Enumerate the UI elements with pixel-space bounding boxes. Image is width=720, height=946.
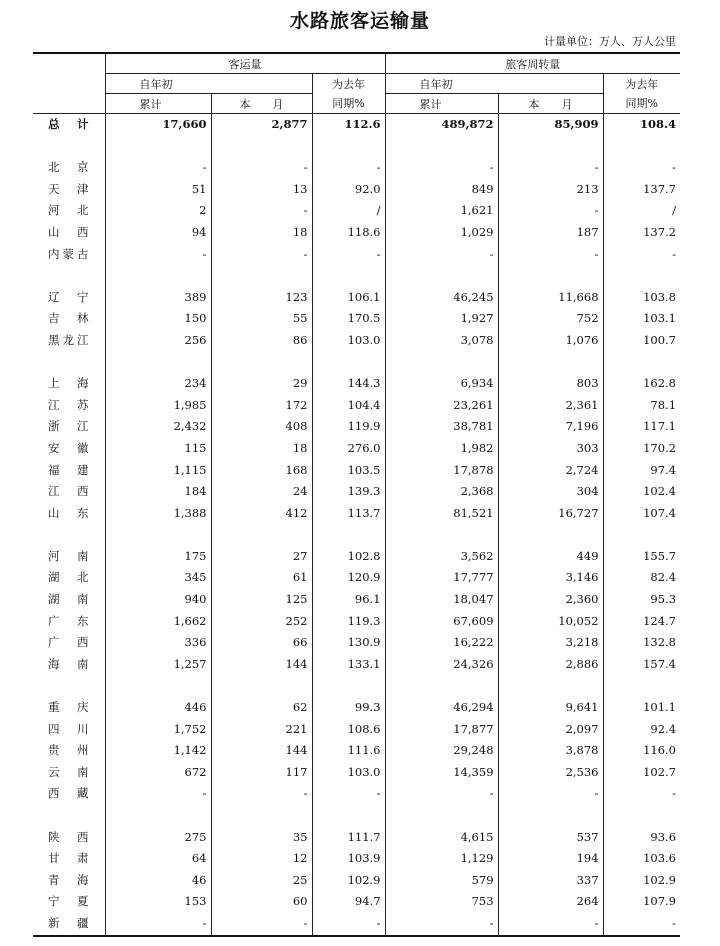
value-cell: - [603, 913, 680, 936]
value-cell: 119.3 [312, 611, 385, 633]
value-cell: / [603, 200, 680, 222]
value-cell: 213 [498, 179, 603, 201]
value-cell: 120.9 [312, 567, 385, 589]
region-name: 北 京 [48, 160, 92, 175]
value-cell: 64 [105, 848, 211, 870]
value-cell: 100.7 [603, 330, 680, 352]
value-cell: 17,660 [105, 114, 211, 136]
value-cell: 103.6 [603, 848, 680, 870]
value-cell: 107.4 [603, 503, 680, 525]
value-cell: 753 [385, 891, 498, 913]
value-cell: 61 [211, 567, 312, 589]
value-cell: / [312, 200, 385, 222]
value-cell: 2,361 [498, 395, 603, 417]
region-name: 山 西 [48, 224, 92, 239]
value-cell: 16,727 [498, 503, 603, 525]
value-cell: 3,078 [385, 330, 498, 352]
value-cell: 13 [211, 179, 312, 201]
header-ytd-top-1: 自年初 [105, 74, 312, 94]
table-row [33, 114, 680, 136]
value-cell: 24,326 [385, 654, 498, 676]
region-name: 广 东 [48, 613, 92, 628]
value-cell: 35 [211, 827, 312, 849]
value-cell: 144 [211, 654, 312, 676]
table-row [33, 481, 680, 503]
value-cell: 170.2 [603, 438, 680, 460]
value-cell: - [498, 200, 603, 222]
value-cell: 117 [211, 762, 312, 784]
value-cell: 11,668 [498, 287, 603, 309]
value-cell: 672 [105, 762, 211, 784]
table-row [33, 373, 680, 395]
table-row [33, 719, 680, 741]
value-cell: 27 [211, 546, 312, 568]
value-cell: 408 [211, 416, 312, 438]
value-cell: 25 [211, 870, 312, 892]
value-cell: 3,562 [385, 546, 498, 568]
value-cell: - [105, 244, 211, 266]
value-cell: - [312, 157, 385, 179]
region-name: 重 庆 [48, 700, 92, 715]
value-cell: 17,877 [385, 719, 498, 741]
header-month-1: 本 月 [211, 94, 312, 114]
region-name: 总 计 [48, 117, 92, 131]
table-row [33, 179, 680, 201]
value-cell: 46 [105, 870, 211, 892]
table-row [33, 308, 680, 330]
value-cell: 234 [105, 373, 211, 395]
value-cell: 81,521 [385, 503, 498, 525]
table-row [33, 827, 680, 849]
value-cell: - [312, 913, 385, 936]
value-cell: 252 [211, 611, 312, 633]
value-cell: 62 [211, 697, 312, 719]
value-cell: 107.9 [603, 891, 680, 913]
spacer-row [33, 524, 680, 546]
value-cell: - [211, 157, 312, 179]
table-row [33, 503, 680, 525]
value-cell: 102.9 [603, 870, 680, 892]
value-cell: 345 [105, 567, 211, 589]
value-cell: 150 [105, 308, 211, 330]
region-name: 云 南 [48, 764, 92, 779]
value-cell: 116.0 [603, 740, 680, 762]
region-name: 西 藏 [48, 786, 92, 801]
value-cell: 803 [498, 373, 603, 395]
value-cell: 389 [105, 287, 211, 309]
value-cell: 123 [211, 287, 312, 309]
table-row [33, 611, 680, 633]
region-name: 黑龙江 [48, 332, 92, 347]
value-cell: 66 [211, 632, 312, 654]
value-cell: 2,360 [498, 589, 603, 611]
value-cell: 3,878 [498, 740, 603, 762]
value-cell: 55 [211, 308, 312, 330]
value-cell: 2,886 [498, 654, 603, 676]
spacer-row [33, 136, 680, 158]
value-cell: 102.7 [603, 762, 680, 784]
value-cell: 17,777 [385, 567, 498, 589]
value-cell: - [498, 157, 603, 179]
region-name: 浙 江 [48, 419, 92, 434]
region-name: 青 海 [48, 872, 92, 887]
header-passenger-volume: 客运量 [105, 53, 385, 74]
data-table [33, 52, 680, 937]
value-cell: 2,368 [385, 481, 498, 503]
table-body [33, 114, 680, 936]
value-cell: 1,142 [105, 740, 211, 762]
value-cell: 24 [211, 481, 312, 503]
region-name: 贵 州 [48, 743, 92, 758]
value-cell: 86 [211, 330, 312, 352]
value-cell: 14,359 [385, 762, 498, 784]
value-cell: 133.1 [312, 654, 385, 676]
value-cell: - [385, 157, 498, 179]
value-cell: - [498, 244, 603, 266]
value-cell: 144 [211, 740, 312, 762]
table-row [33, 870, 680, 892]
value-cell: 78.1 [603, 395, 680, 417]
table-row [33, 567, 680, 589]
value-cell: 38,781 [385, 416, 498, 438]
value-cell: 113.7 [312, 503, 385, 525]
value-cell: 102.4 [603, 481, 680, 503]
value-cell: - [105, 783, 211, 805]
table-row [33, 157, 680, 179]
region-name: 河 南 [48, 548, 92, 563]
value-cell: 303 [498, 438, 603, 460]
value-cell: 1,076 [498, 330, 603, 352]
value-cell: 46,294 [385, 697, 498, 719]
value-cell: 2 [105, 200, 211, 222]
value-cell: 537 [498, 827, 603, 849]
spacer-row [33, 675, 680, 697]
value-cell: 2,536 [498, 762, 603, 784]
header-month-2: 本 月 [498, 94, 603, 114]
table-row [33, 654, 680, 676]
region-name: 江 苏 [48, 397, 92, 412]
page-title: 水路旅客运输量 [289, 10, 430, 32]
value-cell: - [498, 783, 603, 805]
value-cell: 1,752 [105, 719, 211, 741]
value-cell: 130.9 [312, 632, 385, 654]
value-cell: 175 [105, 546, 211, 568]
header-yoy-top-1: 为去年 [312, 74, 385, 94]
value-cell: 9,641 [498, 697, 603, 719]
value-cell: 94 [105, 222, 211, 244]
value-cell: 103.0 [312, 762, 385, 784]
value-cell: 108.4 [603, 114, 680, 136]
value-cell: 103.8 [603, 287, 680, 309]
region-name: 天 津 [48, 181, 92, 196]
region-name: 湖 南 [48, 592, 92, 607]
table-row [33, 740, 680, 762]
value-cell: - [312, 783, 385, 805]
value-cell: 103.9 [312, 848, 385, 870]
value-cell: 124.7 [603, 611, 680, 633]
value-cell: 10,052 [498, 611, 603, 633]
value-cell: 82.4 [603, 567, 680, 589]
value-cell: 139.3 [312, 481, 385, 503]
value-cell: 94.7 [312, 891, 385, 913]
value-cell: 849 [385, 179, 498, 201]
value-cell: - [105, 913, 211, 936]
value-cell: 256 [105, 330, 211, 352]
value-cell: 103.5 [312, 460, 385, 482]
value-cell: 23,261 [385, 395, 498, 417]
value-cell: - [603, 244, 680, 266]
value-cell: 108.6 [312, 719, 385, 741]
value-cell: - [312, 244, 385, 266]
table-row [33, 546, 680, 568]
value-cell: 96.1 [312, 589, 385, 611]
value-cell: 187 [498, 222, 603, 244]
value-cell: 46,245 [385, 287, 498, 309]
region-name: 四 川 [48, 721, 92, 736]
header-passenger-turnover: 旅客周转量 [385, 53, 680, 74]
value-cell: 184 [105, 481, 211, 503]
table-row [33, 762, 680, 784]
value-cell: 97.4 [603, 460, 680, 482]
value-cell: 2,432 [105, 416, 211, 438]
value-cell: 118.6 [312, 222, 385, 244]
value-cell: 2,877 [211, 114, 312, 136]
value-cell: - [385, 913, 498, 936]
value-cell: 104.4 [312, 395, 385, 417]
table-row [33, 200, 680, 222]
value-cell: 29,248 [385, 740, 498, 762]
table-row [33, 783, 680, 805]
value-cell: 1,129 [385, 848, 498, 870]
value-cell: 60 [211, 891, 312, 913]
region-name: 江 西 [48, 484, 92, 499]
region-name: 内蒙古 [48, 246, 92, 261]
value-cell: 117.1 [603, 416, 680, 438]
value-cell: 940 [105, 589, 211, 611]
region-name: 福 建 [48, 462, 92, 477]
header-ytd-top-2: 自年初 [385, 74, 603, 94]
value-cell: 1,927 [385, 308, 498, 330]
value-cell: 1,388 [105, 503, 211, 525]
value-cell: 102.8 [312, 546, 385, 568]
value-cell: 1,621 [385, 200, 498, 222]
value-cell: - [385, 244, 498, 266]
value-cell: 1,985 [105, 395, 211, 417]
value-cell: 7,196 [498, 416, 603, 438]
value-cell: 103.0 [312, 330, 385, 352]
region-name: 宁 夏 [48, 894, 92, 909]
header-ytd-bottom-2: 累计 [385, 94, 498, 114]
table-row [33, 438, 680, 460]
unit-note: 计量单位：万人、万人公里 [544, 35, 676, 48]
value-cell: 16,222 [385, 632, 498, 654]
region-name: 新 疆 [33, 913, 105, 936]
value-cell: 2,097 [498, 719, 603, 741]
table-row [33, 589, 680, 611]
value-cell: - [385, 783, 498, 805]
value-cell: 337 [498, 870, 603, 892]
value-cell: 106.1 [312, 287, 385, 309]
value-cell: 95.3 [603, 589, 680, 611]
value-cell: - [211, 200, 312, 222]
value-cell: 115 [105, 438, 211, 460]
value-cell: 275 [105, 827, 211, 849]
value-cell: 112.6 [312, 114, 385, 136]
value-cell: 137.2 [603, 222, 680, 244]
value-cell: 111.7 [312, 827, 385, 849]
value-cell: - [211, 913, 312, 936]
value-cell: 51 [105, 179, 211, 201]
value-cell: 412 [211, 503, 312, 525]
table-row [33, 222, 680, 244]
region-name: 山 东 [48, 505, 92, 520]
value-cell: 304 [498, 481, 603, 503]
value-cell: 18 [211, 438, 312, 460]
value-cell: 101.1 [603, 697, 680, 719]
region-name: 辽 宁 [48, 289, 92, 304]
spacer-row [33, 352, 680, 374]
value-cell: 157.4 [603, 654, 680, 676]
value-cell: - [211, 783, 312, 805]
value-cell: 85,909 [498, 114, 603, 136]
value-cell: 99.3 [312, 697, 385, 719]
value-cell: 1,029 [385, 222, 498, 244]
value-cell: 29 [211, 373, 312, 395]
value-cell: 3,218 [498, 632, 603, 654]
value-cell: 18,047 [385, 589, 498, 611]
value-cell: 92.0 [312, 179, 385, 201]
region-name: 安 徽 [48, 440, 92, 455]
value-cell: 1,257 [105, 654, 211, 676]
value-cell: - [498, 913, 603, 936]
value-cell: 153 [105, 891, 211, 913]
region-name: 陕 西 [48, 829, 92, 844]
value-cell: 172 [211, 395, 312, 417]
value-cell: 132.8 [603, 632, 680, 654]
header-yoy-bottom-2: 同期% [603, 94, 680, 114]
header-yoy-top-2: 为去年 [603, 74, 680, 94]
value-cell: 155.7 [603, 546, 680, 568]
value-cell: 125 [211, 589, 312, 611]
value-cell: 3,146 [498, 567, 603, 589]
region-name: 海 南 [48, 656, 92, 671]
table-row [33, 460, 680, 482]
value-cell: 162.8 [603, 373, 680, 395]
value-cell: 194 [498, 848, 603, 870]
region-name: 湖 北 [48, 570, 92, 585]
value-cell: 489,872 [385, 114, 498, 136]
value-cell: 6,934 [385, 373, 498, 395]
value-cell: 1,115 [105, 460, 211, 482]
value-cell: 1,982 [385, 438, 498, 460]
header-ytd-bottom-1: 累计 [105, 94, 211, 114]
value-cell: 144.3 [312, 373, 385, 395]
value-cell: 2,724 [498, 460, 603, 482]
region-name: 甘 肃 [48, 851, 92, 866]
value-cell: 92.4 [603, 719, 680, 741]
value-cell: 103.1 [603, 308, 680, 330]
region-name: 广 西 [48, 635, 92, 650]
region-name: 吉 林 [48, 311, 92, 326]
value-cell: - [603, 783, 680, 805]
value-cell: 12 [211, 848, 312, 870]
table-row [33, 330, 680, 352]
table-row [33, 697, 680, 719]
value-cell: 67,609 [385, 611, 498, 633]
table-row [33, 416, 680, 438]
value-cell: 93.6 [603, 827, 680, 849]
table-row [33, 848, 680, 870]
spacer-row [33, 805, 680, 827]
value-cell: 4,615 [385, 827, 498, 849]
table-row [33, 244, 680, 266]
value-cell: 449 [498, 546, 603, 568]
value-cell: 221 [211, 719, 312, 741]
region-name: 上 海 [48, 376, 92, 391]
value-cell: 119.9 [312, 416, 385, 438]
spacer-row [33, 265, 680, 287]
value-cell: - [105, 157, 211, 179]
header-corner [33, 53, 105, 74]
value-cell: 168 [211, 460, 312, 482]
value-cell: 752 [498, 308, 603, 330]
value-cell: 276.0 [312, 438, 385, 460]
value-cell: 579 [385, 870, 498, 892]
table-row [33, 891, 680, 913]
table-row [33, 913, 680, 936]
value-cell: 1,662 [105, 611, 211, 633]
value-cell: 336 [105, 632, 211, 654]
value-cell: 17,878 [385, 460, 498, 482]
value-cell: 137.7 [603, 179, 680, 201]
value-cell: 18 [211, 222, 312, 244]
header-yoy-bottom-1: 同期% [312, 94, 385, 114]
region-name: 河 北 [48, 203, 92, 218]
value-cell: 102.9 [312, 870, 385, 892]
table-row [33, 395, 680, 417]
value-cell: 111.6 [312, 740, 385, 762]
value-cell: 264 [498, 891, 603, 913]
value-cell: 170.5 [312, 308, 385, 330]
value-cell: 446 [105, 697, 211, 719]
value-cell: - [603, 157, 680, 179]
value-cell: - [211, 244, 312, 266]
table-row [33, 287, 680, 309]
table-row [33, 632, 680, 654]
